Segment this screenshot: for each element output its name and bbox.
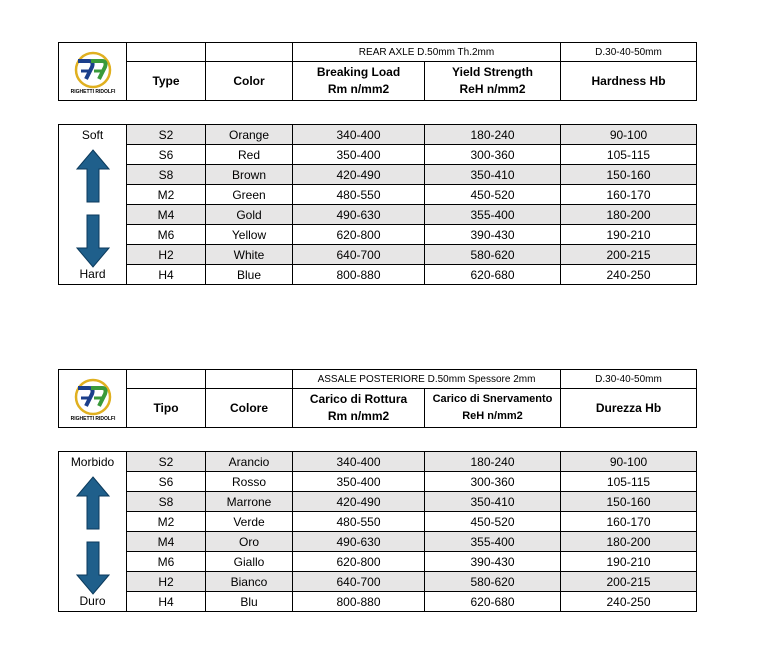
cell-type: M2 <box>127 512 206 532</box>
table-row <box>59 165 697 185</box>
cell-yield-strength: 620-680 <box>425 265 561 285</box>
cell-yield-strength: 450-520 <box>425 185 561 205</box>
table-row <box>59 472 697 492</box>
cell-hardness: 190-210 <box>561 225 697 245</box>
table-body <box>58 451 696 612</box>
table-row <box>59 492 697 512</box>
cell-type: M4 <box>127 532 206 552</box>
cell-yield-strength: 350-410 <box>425 492 561 512</box>
table-row <box>59 225 697 245</box>
cell-color: Green <box>206 185 293 205</box>
cell-yield-strength: 450-520 <box>425 512 561 532</box>
cell-type: H4 <box>127 265 206 285</box>
arrow-down-icon <box>76 541 110 595</box>
soft-label: Morbido <box>70 455 115 469</box>
cell-yield-strength: 180-240 <box>425 125 561 145</box>
cell-type: M6 <box>127 552 206 572</box>
cell-type: S8 <box>127 165 206 185</box>
cell-breaking-load: 340-400 <box>293 125 425 145</box>
hardness-subtitle: D.30-40-50mm <box>561 370 697 389</box>
cell-breaking-load: 490-630 <box>293 532 425 552</box>
table-header <box>58 369 696 427</box>
table-header <box>58 42 696 100</box>
righetti-ridolfi-logo <box>69 49 117 95</box>
col-hardness: Hardness Hb <box>561 62 697 101</box>
cell-type: H2 <box>127 572 206 592</box>
cell-hardness: 180-200 <box>561 532 697 552</box>
arrow-down-icon <box>76 214 110 268</box>
col-type: Tipo <box>127 389 206 428</box>
cell-type: M6 <box>127 225 206 245</box>
col-yield-strength: Yield Strength ReH n/mm2 <box>425 62 561 101</box>
cell-type: S2 <box>127 125 206 145</box>
arrow-up-icon <box>76 149 110 203</box>
table-row <box>59 512 697 532</box>
cell-color: Giallo <box>206 552 293 572</box>
softness-scale <box>59 452 127 612</box>
col-breaking-load: Carico di Rottura Rm n/mm2 <box>293 389 425 428</box>
cell-type: S2 <box>127 452 206 472</box>
table-row <box>59 572 697 592</box>
cell-yield-strength: 180-240 <box>425 452 561 472</box>
col-type: Type <box>127 62 206 101</box>
cell-breaking-load: 800-880 <box>293 592 425 612</box>
cell-hardness: 105-115 <box>561 472 697 492</box>
cell-hardness: 240-250 <box>561 265 697 285</box>
cell-color: Blue <box>206 265 293 285</box>
axle-subtitle: REAR AXLE D.50mm Th.2mm <box>293 43 561 62</box>
cell-breaking-load: 490-630 <box>293 205 425 225</box>
cell-color: Arancio <box>206 452 293 472</box>
cell-breaking-load: 640-700 <box>293 572 425 592</box>
cell-color: Brown <box>206 165 293 185</box>
cell-color: Oro <box>206 532 293 552</box>
table-body <box>58 124 696 285</box>
cell-breaking-load: 350-400 <box>293 145 425 165</box>
cell-breaking-load: 480-550 <box>293 185 425 205</box>
logo-cell <box>59 43 127 101</box>
cell-hardness: 160-170 <box>561 512 697 532</box>
table-row <box>59 452 697 472</box>
hard-label: Hard <box>79 267 106 281</box>
col-yield-strength: Carico di Snervamento ReH n/mm2 <box>425 389 561 428</box>
cell-hardness: 200-215 <box>561 245 697 265</box>
cell-breaking-load: 640-700 <box>293 245 425 265</box>
cell-hardness: 90-100 <box>561 125 697 145</box>
cell-type: M2 <box>127 185 206 205</box>
cell-color: Yellow <box>206 225 293 245</box>
cell-yield-strength: 580-620 <box>425 572 561 592</box>
cell-hardness: 150-160 <box>561 165 697 185</box>
col-color: Colore <box>206 389 293 428</box>
svg-text:RIGHETTI RIDOLFI: RIGHETTI RIDOLFI <box>70 416 116 422</box>
cell-yield-strength: 355-400 <box>425 205 561 225</box>
cell-breaking-load: 420-490 <box>293 492 425 512</box>
table-row <box>59 592 697 612</box>
cell-color: Marrone <box>206 492 293 512</box>
cell-yield-strength: 390-430 <box>425 225 561 245</box>
cell-breaking-load: 340-400 <box>293 452 425 472</box>
cell-color: Gold <box>206 205 293 225</box>
cell-breaking-load: 350-400 <box>293 472 425 492</box>
righetti-ridolfi-logo <box>69 376 117 422</box>
cell-yield-strength: 580-620 <box>425 245 561 265</box>
axle-subtitle: ASSALE POSTERIORE D.50mm Spessore 2mm <box>293 370 561 389</box>
col-color: Color <box>206 62 293 101</box>
col-hardness: Durezza Hb <box>561 389 697 428</box>
cell-breaking-load: 620-800 <box>293 552 425 572</box>
cell-color: Bianco <box>206 572 293 592</box>
cell-yield-strength: 300-360 <box>425 145 561 165</box>
cell-breaking-load: 800-880 <box>293 265 425 285</box>
cell-breaking-load: 480-550 <box>293 512 425 532</box>
cell-color: Verde <box>206 512 293 532</box>
cell-hardness: 90-100 <box>561 452 697 472</box>
table-row <box>59 145 697 165</box>
cell-yield-strength: 300-360 <box>425 472 561 492</box>
table-row <box>59 265 697 285</box>
cell-yield-strength: 350-410 <box>425 165 561 185</box>
cell-hardness: 180-200 <box>561 205 697 225</box>
svg-text:RIGHETTI RIDOLFI: RIGHETTI RIDOLFI <box>70 89 116 95</box>
cell-color: Rosso <box>206 472 293 492</box>
cell-color: Red <box>206 145 293 165</box>
cell-yield-strength: 620-680 <box>425 592 561 612</box>
cell-hardness: 240-250 <box>561 592 697 612</box>
arrow-up-icon <box>76 476 110 530</box>
cell-hardness: 190-210 <box>561 552 697 572</box>
cell-type: S8 <box>127 492 206 512</box>
table-row <box>59 185 697 205</box>
cell-breaking-load: 620-800 <box>293 225 425 245</box>
cell-color: Blu <box>206 592 293 612</box>
cell-type: H2 <box>127 245 206 265</box>
hard-label: Duro <box>79 594 106 608</box>
cell-type: H4 <box>127 592 206 612</box>
cell-hardness: 150-160 <box>561 492 697 512</box>
cell-color: White <box>206 245 293 265</box>
logo-cell <box>59 370 127 428</box>
table-row <box>59 125 697 145</box>
table-row <box>59 205 697 225</box>
col-breaking-load: Breaking Load Rm n/mm2 <box>293 62 425 101</box>
table-row <box>59 245 697 265</box>
cell-yield-strength: 355-400 <box>425 532 561 552</box>
cell-breaking-load: 420-490 <box>293 165 425 185</box>
cell-color: Orange <box>206 125 293 145</box>
cell-hardness: 200-215 <box>561 572 697 592</box>
table-row <box>59 552 697 572</box>
cell-hardness: 105-115 <box>561 145 697 165</box>
softness-scale <box>59 125 127 285</box>
soft-label: Soft <box>81 128 104 142</box>
cell-type: S6 <box>127 472 206 492</box>
cell-type: S6 <box>127 145 206 165</box>
cell-hardness: 160-170 <box>561 185 697 205</box>
cell-type: M4 <box>127 205 206 225</box>
table-row <box>59 532 697 552</box>
cell-yield-strength: 390-430 <box>425 552 561 572</box>
hardness-subtitle: D.30-40-50mm <box>561 43 697 62</box>
